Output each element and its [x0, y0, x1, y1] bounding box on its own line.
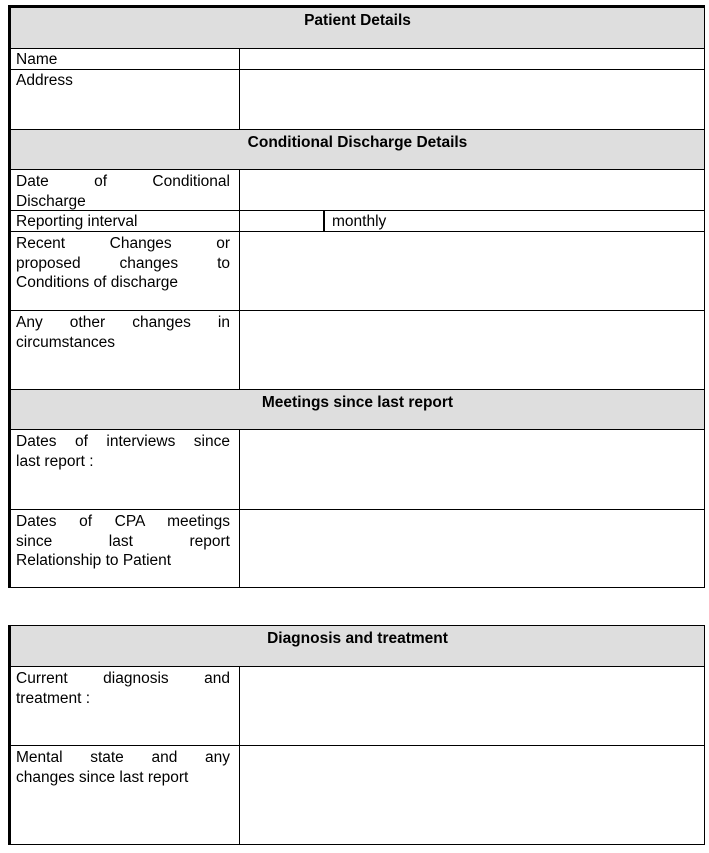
- reporting-interval-value: monthly: [332, 213, 387, 230]
- name-label: Name: [16, 51, 58, 68]
- other-changes-label: Any other changes in circumstances: [16, 314, 230, 351]
- address-label: Address: [16, 72, 73, 89]
- meetings-heading: Meetings since last report: [261, 394, 454, 411]
- interval-divider: [323, 211, 325, 231]
- reporting-interval-row: [11, 210, 704, 231]
- patient-details-header: [11, 8, 704, 48]
- column-divider: [239, 746, 240, 844]
- current-diagnosis-label: Current diagnosis and treatment :: [16, 670, 230, 707]
- diagnosis-heading: Diagnosis and treatment: [267, 630, 448, 647]
- patient-details-heading: Patient Details: [304, 12, 411, 29]
- column-divider: [239, 211, 240, 231]
- current-diagnosis-row: [11, 666, 704, 745]
- column-divider: [239, 430, 240, 509]
- column-divider: [239, 70, 240, 129]
- address-row: [11, 69, 704, 129]
- conditional-discharge-header: [11, 129, 704, 169]
- mental-state-label: Mental state and any changes since last report: [16, 749, 230, 786]
- interviews-row: [11, 429, 704, 509]
- reporting-interval-label: Reporting interval: [16, 213, 138, 230]
- name-row: [11, 48, 704, 69]
- meetings-header: [11, 389, 704, 429]
- column-divider: [239, 311, 240, 389]
- diagnosis-table: [8, 625, 705, 845]
- conditional-discharge-heading: Conditional Discharge Details: [247, 134, 468, 151]
- recent-changes-label: Recent Changes or proposed changes to Conditions of discharge: [16, 235, 230, 292]
- diagnosis-header: [11, 626, 704, 666]
- cpa-meetings-label: Dates of CPA meetings since last report Relationship to Patient: [16, 513, 230, 570]
- column-divider: [239, 49, 240, 69]
- date-of-discharge-label: Date of Conditional Discharge: [16, 173, 230, 210]
- column-divider: [239, 510, 240, 587]
- cpa-meetings-row: [11, 509, 704, 587]
- date-of-discharge-row: [11, 169, 704, 210]
- other-changes-row: [11, 310, 704, 389]
- interviews-label: Dates of interviews since last report :: [16, 433, 230, 470]
- patient-report-table: [8, 5, 705, 588]
- mental-state-row: [11, 745, 704, 844]
- column-divider: [239, 667, 240, 745]
- recent-changes-row: [11, 231, 704, 310]
- column-divider: [239, 170, 240, 210]
- column-divider: [239, 232, 240, 310]
